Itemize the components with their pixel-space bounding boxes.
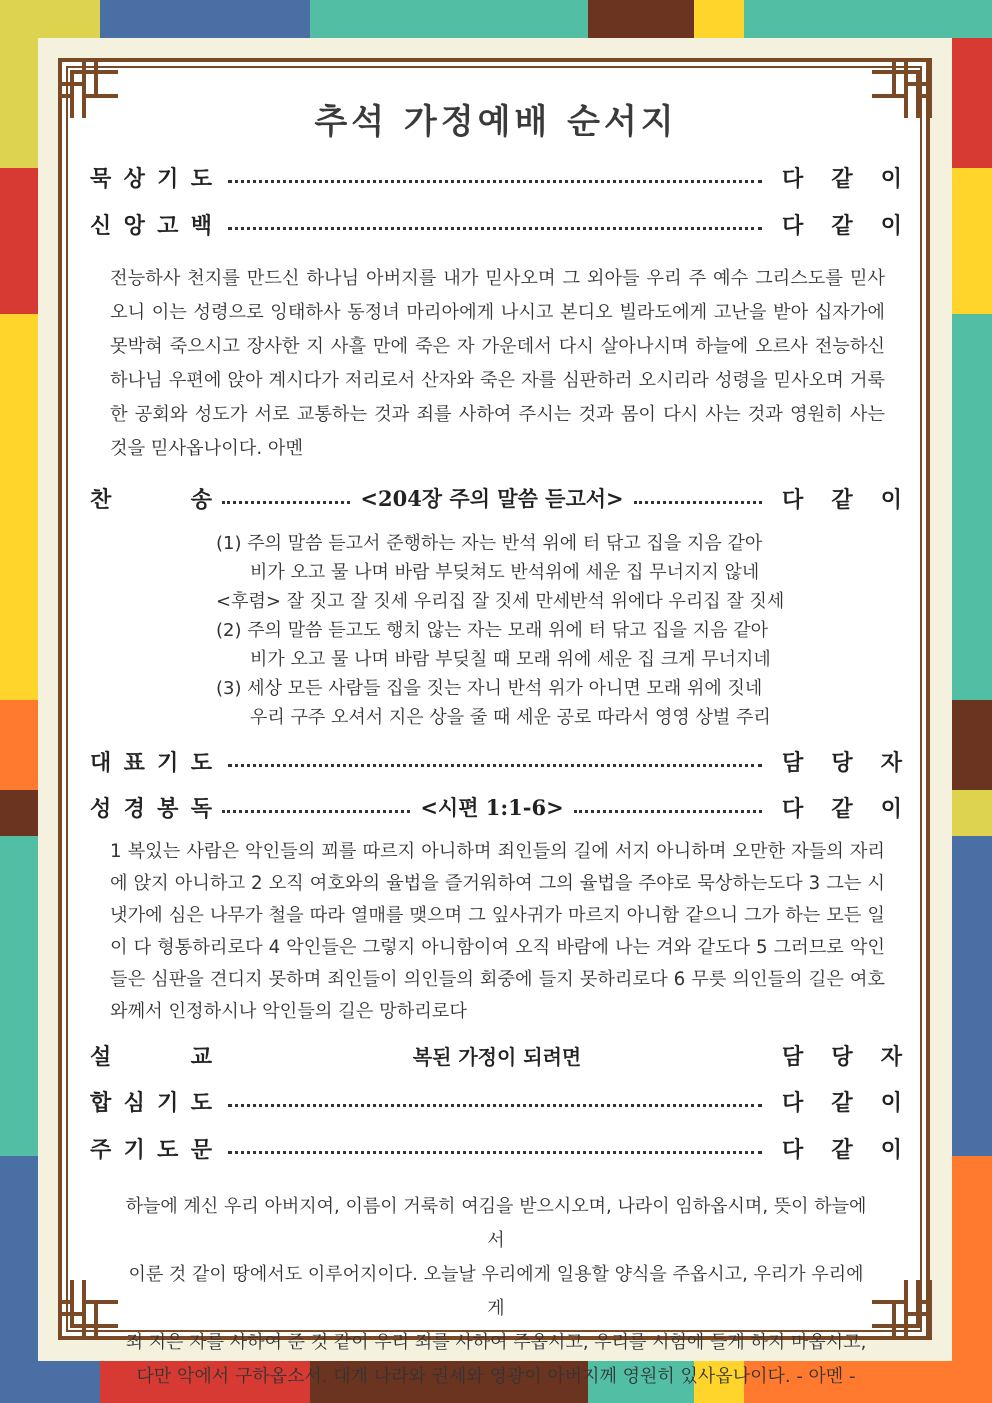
order-leader: 다 같 이 [782, 165, 902, 192]
hymn-line: 비가 오고 물 나며 바람 부딪칠 때 모래 위에 세운 집 크게 무너지네 [250, 649, 771, 670]
lords-prayer-text [120, 1190, 872, 1394]
order-row-lords-prayer [90, 1131, 902, 1165]
order-leader: 다 같 이 [782, 486, 902, 513]
order-row-sermon [90, 1038, 902, 1072]
border-segment [100, 0, 310, 38]
border-segment [952, 700, 992, 790]
order-row-unison-prayer [90, 1084, 902, 1118]
leader-dots [222, 501, 350, 504]
order-leader: 다 같 이 [782, 1136, 902, 1163]
leader-dots [634, 501, 762, 504]
order-leader: 다 같 이 [782, 795, 902, 822]
border-segment [952, 168, 992, 314]
border-segment [0, 700, 38, 790]
border-segment [744, 0, 992, 38]
corner-ornament-icon [58, 1278, 120, 1340]
hymn-line: (1) 주의 말씀 듣고서 준행하는 자는 반석 위에 터 닦고 집을 지음 같아 [216, 533, 763, 554]
order-leader: 다 같 이 [782, 1089, 902, 1116]
border-segment [0, 168, 38, 314]
prayer-line: 하늘에 계신 우리 아버지여, 이름이 거룩히 여김을 받으시오며, 나라이 임하옵시며, 뜻이 하늘에서 [125, 1196, 867, 1251]
hymn-title: <204장 주의 말씀 듣고서> [360, 486, 624, 511]
border-segment [0, 314, 38, 700]
creed-text: 전능하사 천지를 만드신 하나님 아버지를 내가 믿사오며 그 외아들 우리 주 예수 그리스도를 믿사오니 이는 성령으로 잉태하사 동정녀 마리아에게 나시고 본디오 빌라도에게 고난을 받아 십자가에 못박혀 죽으시고 장사한 지 사흘 만에 죽은 자 가운데서 다시 살아나시며 하늘에 오르사 전능하신 하나님 우편에 앉아 계시다가 저리로서 산자와 죽은 자를 심판하러 오시리라 성령을 믿사오며 거룩한 공회와 성도가 서로 교통하는 것과 죄를 사하여 주시는 것과 몸이 다시 사는 것과 영원히 사는 것을 믿사옵나이다. 아멘 [110, 268, 885, 459]
hymn-line: 우리 구주 오셔서 지은 상을 줄 때 세운 공로 따라서 영영 상벌 주리 [250, 707, 771, 728]
prayer-line: 이룬 것 같이 땅에서도 이루어지이다. 오늘날 우리에게 일용할 양식을 주옵시고, 우리가 우리에게 [128, 1264, 864, 1319]
order-label: 성 경 봉 독 [90, 795, 212, 822]
page-title: 추석 가정예배 순서지 [314, 102, 678, 142]
hymn-line: (2) 주의 말씀 듣고도 행치 않는 자는 모래 위에 터 닦고 집을 지음 같아 [216, 620, 768, 641]
order-row-hymn [90, 481, 902, 515]
border-segment [588, 0, 694, 38]
border-segment [952, 314, 992, 700]
border-segment [0, 836, 38, 1156]
order-label: 묵 상 기 도 [90, 165, 212, 192]
order-label: 대 표 기 도 [90, 749, 212, 776]
leader-dots [228, 764, 762, 767]
border-segment [952, 1156, 992, 1361]
order-label: 설 교 [90, 1043, 212, 1070]
hymn-line: 비가 오고 물 나며 바람 부딪쳐도 반석위에 세운 집 무너지지 않네 [250, 562, 760, 583]
border-segment [952, 836, 992, 1156]
leader-dots [574, 810, 762, 813]
order-label: 신 앙 고 백 [90, 212, 212, 239]
order-row-silent-prayer [90, 160, 902, 194]
border-segment [0, 790, 38, 836]
border-segment [310, 0, 588, 38]
border-segment [694, 0, 744, 38]
border-segment [0, 0, 100, 38]
corner-ornament-icon [870, 1278, 932, 1340]
leader-dots [228, 1104, 762, 1107]
hymn-line: <후렴> 잘 짓고 잘 짓세 우리집 잘 짓세 만세반석 위에다 우리집 잘 짓세 [216, 591, 785, 612]
order-label: 주 기 도 문 [90, 1136, 212, 1163]
sermon-title: 복된 가정이 되려면 [412, 1044, 582, 1069]
order-leader: 담 당 자 [782, 1043, 902, 1070]
order-leader: 담 당 자 [782, 749, 902, 776]
order-row-creed [90, 207, 902, 241]
hymn-lyrics [216, 529, 786, 732]
order-row-reading [90, 790, 902, 824]
leader-dots [228, 227, 762, 230]
order-leader: 다 같 이 [782, 212, 902, 239]
order-row-rep-prayer [90, 744, 902, 778]
leader-dots [228, 180, 762, 183]
leader-dots [222, 810, 410, 813]
border-segment [952, 790, 992, 836]
reading-text: 1 복있는 사람은 악인들의 꾀를 따르지 아니하며 죄인들의 길에 서지 아니하며 오만한 자들의 자리에 앉지 아니하고 2 오직 여호와의 율법을 즐거워하여 그의 율법을 주야로 묵상하는도다 3 그는 시냇가에 심은 나무가 철을 따라 열매를 맺으며 그 잎사귀가 마르지 아니함 같으니 그가 하는 모든 일이 다 형통하리로다 4 악인들은 그렇지 아니함이여 오직 바람에 나는 겨와 같도다 5 그러므로 악인들은 심판을 견디지 못하며 죄인들이 의인들의 회중에 들지 못하리로다 6 무릇 의인들의 길은 여호와께서 인정하시나 악인들의 길은 망하리로다 [110, 841, 885, 1022]
reading-title: <시편 1:1-6> [420, 795, 564, 820]
hymn-line: (3) 세상 모든 사람들 집을 짓는 자니 반석 위가 아니면 모래 위에 짓네 [216, 678, 763, 699]
prayer-line: 죄 지은 자를 사하여 준 것 같이 우리 죄를 사하여 주옵시고, 우리를 시험에 들게 하지 마옵시고, [125, 1332, 867, 1353]
prayer-line: 다만 악에서 구하옵소서. 대개 나라와 권세와 영광이 아버지께 영원히 있사옵나이다. - 아멘 - [136, 1366, 856, 1387]
leader-dots [228, 1151, 762, 1154]
order-label: 찬 송 [90, 486, 212, 513]
order-label: 합 심 기 도 [90, 1089, 212, 1116]
border-segment [0, 1156, 38, 1361]
border-segment [0, 1361, 100, 1403]
